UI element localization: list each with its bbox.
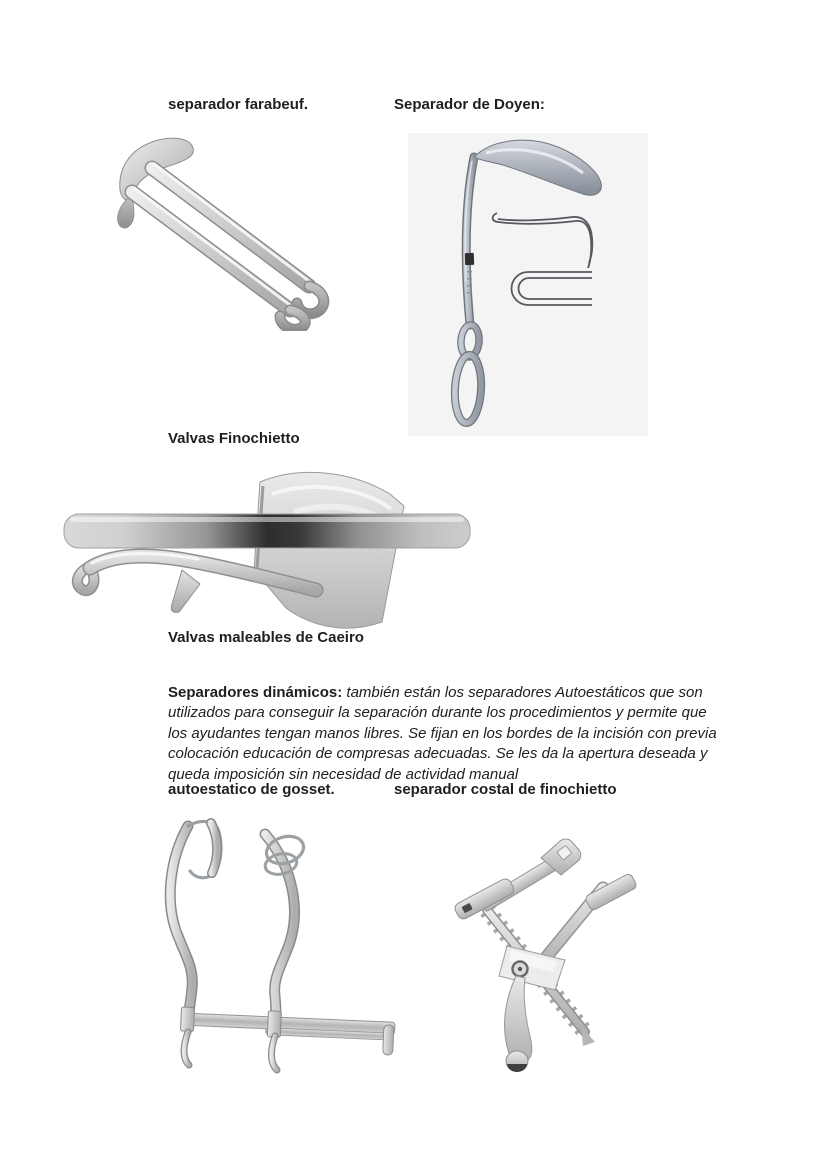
- heading-finochietto-costal: separador costal de finochietto: [394, 781, 617, 798]
- figure-costal: [433, 818, 688, 1083]
- malleable-valve-retractor-image: [58, 452, 478, 632]
- figure-doyen: [408, 133, 648, 436]
- heading-valvas-finochietto: Valvas Finochietto: [168, 430, 300, 447]
- figure-gosset: [148, 810, 400, 1080]
- caption-valvas-caeiro: Valvas maleables de Caeiro: [168, 629, 364, 646]
- doyen-retractor-image: [408, 133, 648, 431]
- heading-farabeuf: separador farabeuf.: [168, 96, 309, 113]
- figure-valvas: [58, 452, 478, 637]
- gosset-retractor-image: [148, 810, 400, 1075]
- figure-farabeuf: [90, 126, 340, 336]
- paragraph-separadores-dinamicos: [168, 683, 720, 785]
- heading-doyen: Separador de Doyen:: [394, 96, 545, 113]
- paragraph-body-italic: también están los separadores Autoestáticos que son utilizados para conseguir la separación durante los procedimientos y permite que los ayudantes tengan manos libres. Se fijan en los bordes de la incisión con previa colocación educación de compresas adecuadas. Se les da la apertura deseada y queda imposición sin necesidad de actividad manual: [168, 684, 717, 783]
- paragraph-lead-bold: Separadores dinámicos:: [168, 684, 343, 701]
- finochietto-rib-spreader-image: [433, 818, 688, 1078]
- heading-gosset: autoestatico de gosset.: [168, 781, 335, 798]
- farabeuf-retractor-image: [90, 126, 340, 331]
